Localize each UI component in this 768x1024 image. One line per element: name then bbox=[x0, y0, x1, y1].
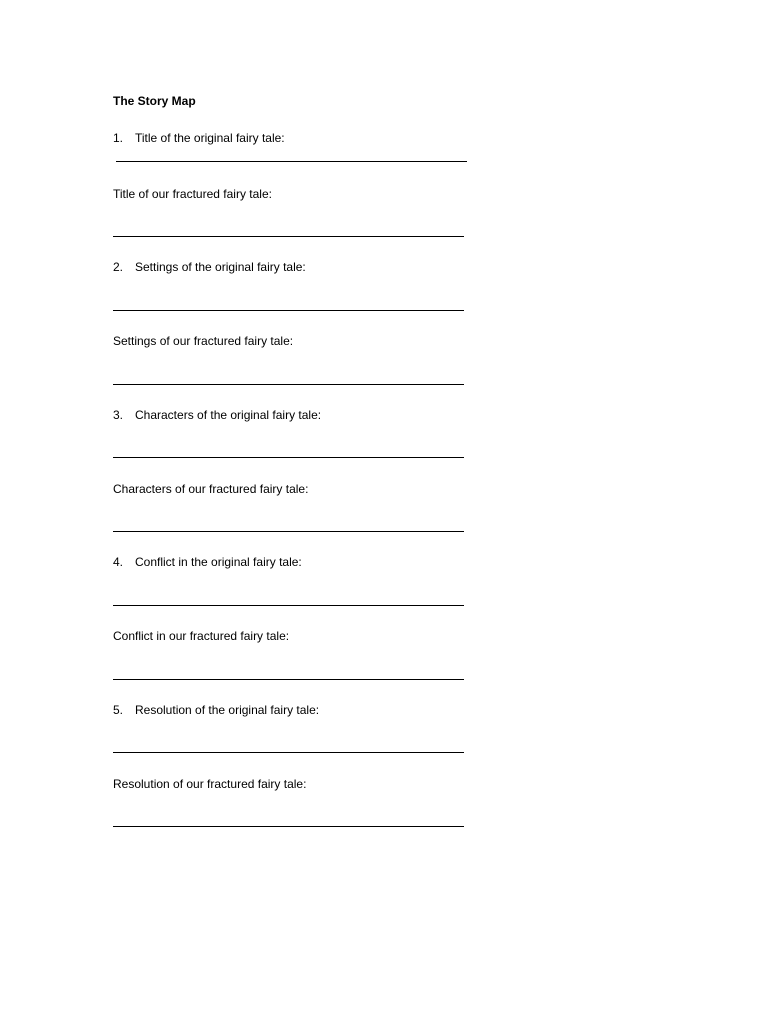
answer-line-settings-fractured[interactable] bbox=[113, 384, 464, 385]
item-number: 4. bbox=[113, 555, 124, 569]
prompt-characters-fractured bbox=[113, 482, 308, 497]
answer-line-title-fractured[interactable] bbox=[113, 236, 464, 237]
answer-line-settings-original[interactable] bbox=[113, 310, 464, 311]
answer-line-resolution-fractured[interactable] bbox=[113, 826, 464, 827]
answer-line-title-original[interactable] bbox=[116, 161, 467, 162]
answer-line-characters-fractured[interactable] bbox=[113, 531, 464, 532]
prompt-title-fractured bbox=[113, 187, 272, 202]
prompt-text: Resolution of the original fairy tale: bbox=[135, 703, 320, 717]
answer-line-conflict-fractured[interactable] bbox=[113, 679, 464, 680]
prompt-text: Characters of the original fairy tale: bbox=[135, 408, 322, 422]
prompt-text: Conflict in our fractured fairy tale: bbox=[113, 629, 290, 643]
prompt-text: Settings of the original fairy tale: bbox=[135, 260, 306, 274]
prompt-conflict-fractured bbox=[113, 629, 289, 644]
document-title: The Story Map bbox=[113, 94, 196, 108]
item-number: 2. bbox=[113, 260, 124, 274]
item-number: 5. bbox=[113, 703, 124, 717]
prompt-text: Characters of our fractured fairy tale: bbox=[113, 482, 309, 496]
answer-line-characters-original[interactable] bbox=[113, 457, 464, 458]
prompt-title-original bbox=[113, 131, 285, 146]
prompt-resolution-original bbox=[113, 703, 319, 718]
prompt-settings-original bbox=[113, 260, 306, 275]
prompt-text: Title of our fractured fairy tale: bbox=[113, 187, 272, 201]
prompt-settings-fractured bbox=[113, 334, 293, 349]
answer-line-conflict-original[interactable] bbox=[113, 605, 464, 606]
item-number: 3. bbox=[113, 408, 124, 422]
item-number: 1. bbox=[113, 131, 124, 145]
prompt-text: Conflict in the original fairy tale: bbox=[135, 555, 302, 569]
prompt-resolution-fractured bbox=[113, 777, 306, 792]
prompt-text: Title of the original fairy tale: bbox=[135, 131, 285, 145]
prompt-conflict-original bbox=[113, 555, 302, 570]
answer-line-resolution-original[interactable] bbox=[113, 752, 464, 753]
prompt-text: Resolution of our fractured fairy tale: bbox=[113, 777, 307, 791]
prompt-text: Settings of our fractured fairy tale: bbox=[113, 334, 294, 348]
prompt-characters-original bbox=[113, 408, 321, 423]
